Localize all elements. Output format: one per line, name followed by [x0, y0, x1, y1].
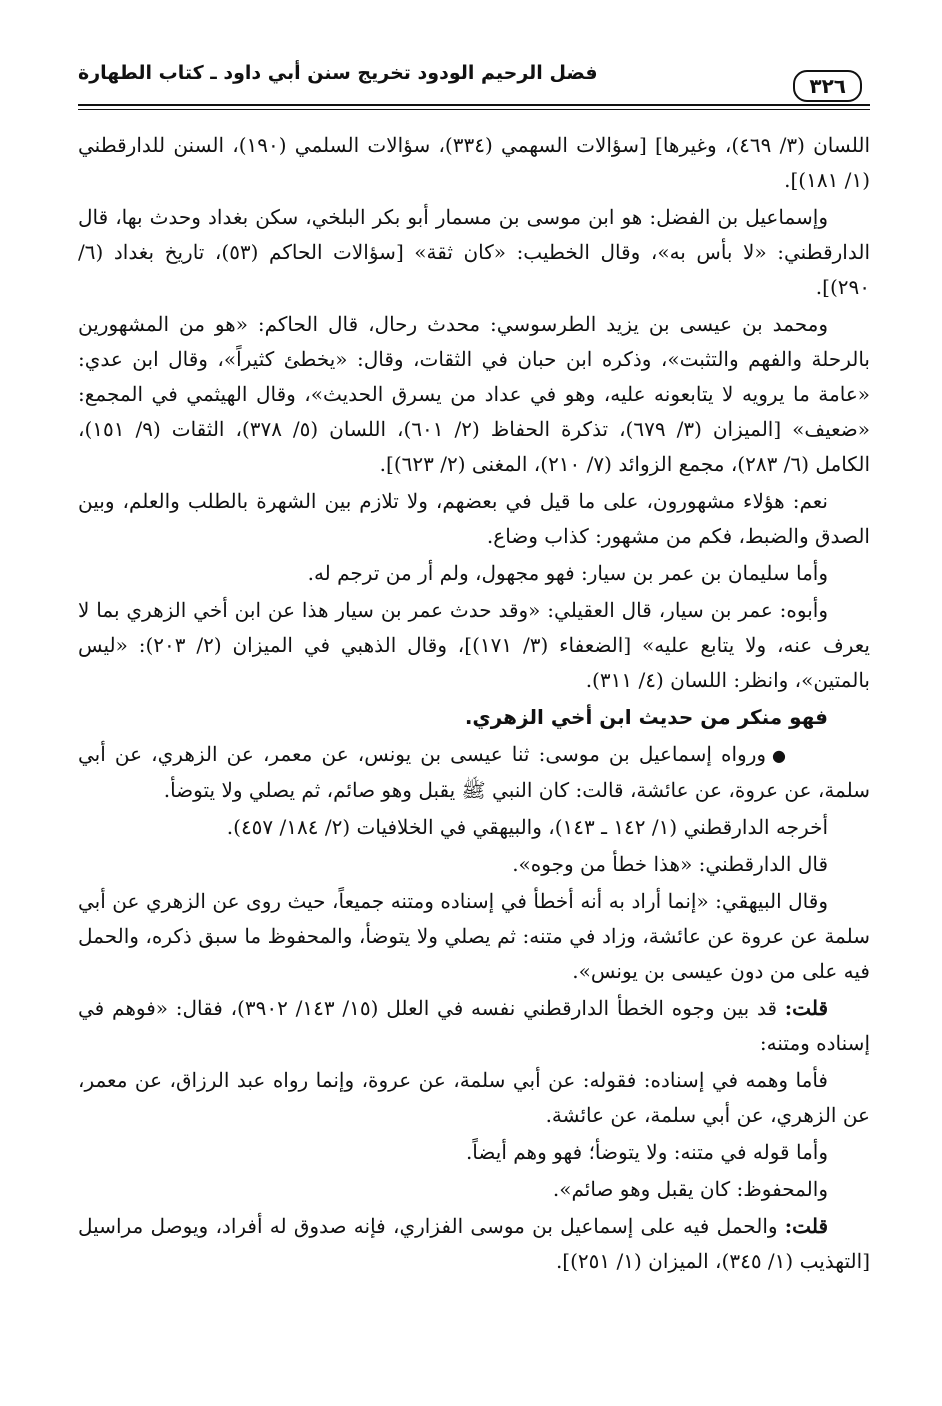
paragraph: أخرجه الدارقطني (١/ ١٤٢ ـ ١٤٣)، والبيهقي في الخلافيات (٢/ ١٨٤/ ٤٥٧).	[226, 815, 828, 839]
page-header	[78, 48, 870, 106]
paragraph-text: قد بين وجوه الخطأ الدارقطني نفسه في العلل (١٥/ ١٤٣/ ٣٩٠٢)، فقال: «فوهم في إسناده ومتنه:	[78, 996, 870, 1055]
paragraph-labeled	[78, 1209, 870, 1279]
paragraph-label: قلت:	[784, 1214, 828, 1238]
bullet-icon: ●	[772, 746, 786, 765]
paragraph-labeled	[78, 991, 870, 1061]
section-heading: فهو منكر من حديث ابن أخي الزهري.	[464, 705, 828, 729]
paragraph: وقال البيهقي: «إنما أراد به أنه أخطأ في إسناده ومتنه جميعاً، حيث روى عن الزهري عن أبي سلمة عن عروة عن عائشة، وزاد في متنه: ثم يصلي ولا يتوضأ، والمحفوظ ما سبق ذكره، والحمل فيه على من دون عيسى بن يونس».	[78, 889, 870, 983]
page-number: ٣٢٦	[793, 70, 862, 102]
paragraph: وأما قوله في متنه: ولا يتوضأ؛ فهو وهم أيضاً.	[465, 1140, 828, 1164]
paragraph-text: والحمل فيه على إسماعيل بن موسى الفزاري، فإنه صدوق له أفراد، ويوصل مراسيل [التهذيب (١/ ٣٤٥)، الميزان (١/ ٢٥١)].	[78, 1214, 870, 1273]
paragraph: ومحمد بن عيسى بن يزيد الطرسوسي: محدث رحال، قال الحاكم: «هو من المشهورين بالرحلة والفهم والتثبت»، وذكره ابن حبان في الثقات، وقال: «يخطئ كثيراً»، وقال ابن عدي: «عامة ما يرويه لا يتابعونه عليه، وهو في عداد من يسرق الحديث»، وقال الهيثمي في المجمع: «ضعيف» [الميزان (٣/ ٦٧٩)، تذكرة الحفاظ (٢/ ٦٠١)، اللسان (٥/ ٣٧٨)، الثقات (٩/ ١٥١)، الكامل (٦/ ٢٨٣)، مجمع الزوائد (٧/ ٢١٠)، المغنى (٢/ ٦٢٣)].	[78, 312, 870, 476]
paragraph-text: ورواه إسماعيل بن موسى: ثنا عيسى بن يونس، عن معمر، عن الزهري، عن أبي سلمة، عن عروة، عن عائشة، قالت: كان النبي ﷺ يقبل وهو صائم، ثم يصلي ولا يتوضأ.	[78, 742, 870, 802]
running-title: فضل الرحيم الودود تخريج سنن أبي داود ـ كتاب الطهارة	[78, 62, 598, 84]
paragraph: قال الدارقطني: «هذا خطأ من وجوه».	[512, 852, 828, 876]
page-body	[78, 106, 870, 1279]
paragraph-bulleted	[78, 737, 870, 808]
paragraph: نعم: هؤلاء مشهورون، على ما قيل في بعضهم، ولا تلازم بين الشهرة بالطلب والعلم، وبين الصدق والضبط، فكم من مشهور: كذاب وضاع.	[78, 489, 870, 548]
paragraph: وإسماعيل بن الفضل: هو ابن موسى بن مسمار أبو بكر البلخي، سكن بغداد وحدث بها، قال الدارقطني: «لا بأس به»، وقال الخطيب: «كان ثقة» [سؤالات الحاكم (٥٣)، تاريخ بغداد (٦/ ٢٩٠)].	[78, 205, 871, 299]
paragraph: وأبوه: عمر بن سيار، قال العقيلي: «وقد حدث عمر بن سيار هذا عن ابن أخي الزهري بما لا يعرف عنه، ولا يتابع عليه» [الضعفاء (٣/ ١٧١)]، وقال الذهبي في الميزان (٢/ ٢٠٣): «ليس بالمتين»، وانظر: اللسان (٤/ ٣١١).	[78, 598, 870, 692]
paragraph: اللسان (٣/ ٤٦٩)، وغيرها] [سؤالات السهمي (٣٣٤)، سؤالات السلمي (١٩٠)، السنن للدارقطني (١/ ١٨١)].	[78, 133, 871, 192]
paragraph: وأما سليمان بن عمر بن سيار: فهو مجهول، ولم أر من ترجم له.	[307, 561, 828, 585]
paragraph-label: قلت:	[784, 996, 828, 1020]
paragraph: فأما وهمه في إسناده: فقوله: عن أبي سلمة، عن عروة، وإنما رواه عبد الرزاق، عن معمر، عن الزهري، عن أبي سلمة، عن عائشة.	[78, 1068, 870, 1127]
paragraph: والمحفوظ: كان يقبل وهو صائم».	[552, 1177, 828, 1201]
